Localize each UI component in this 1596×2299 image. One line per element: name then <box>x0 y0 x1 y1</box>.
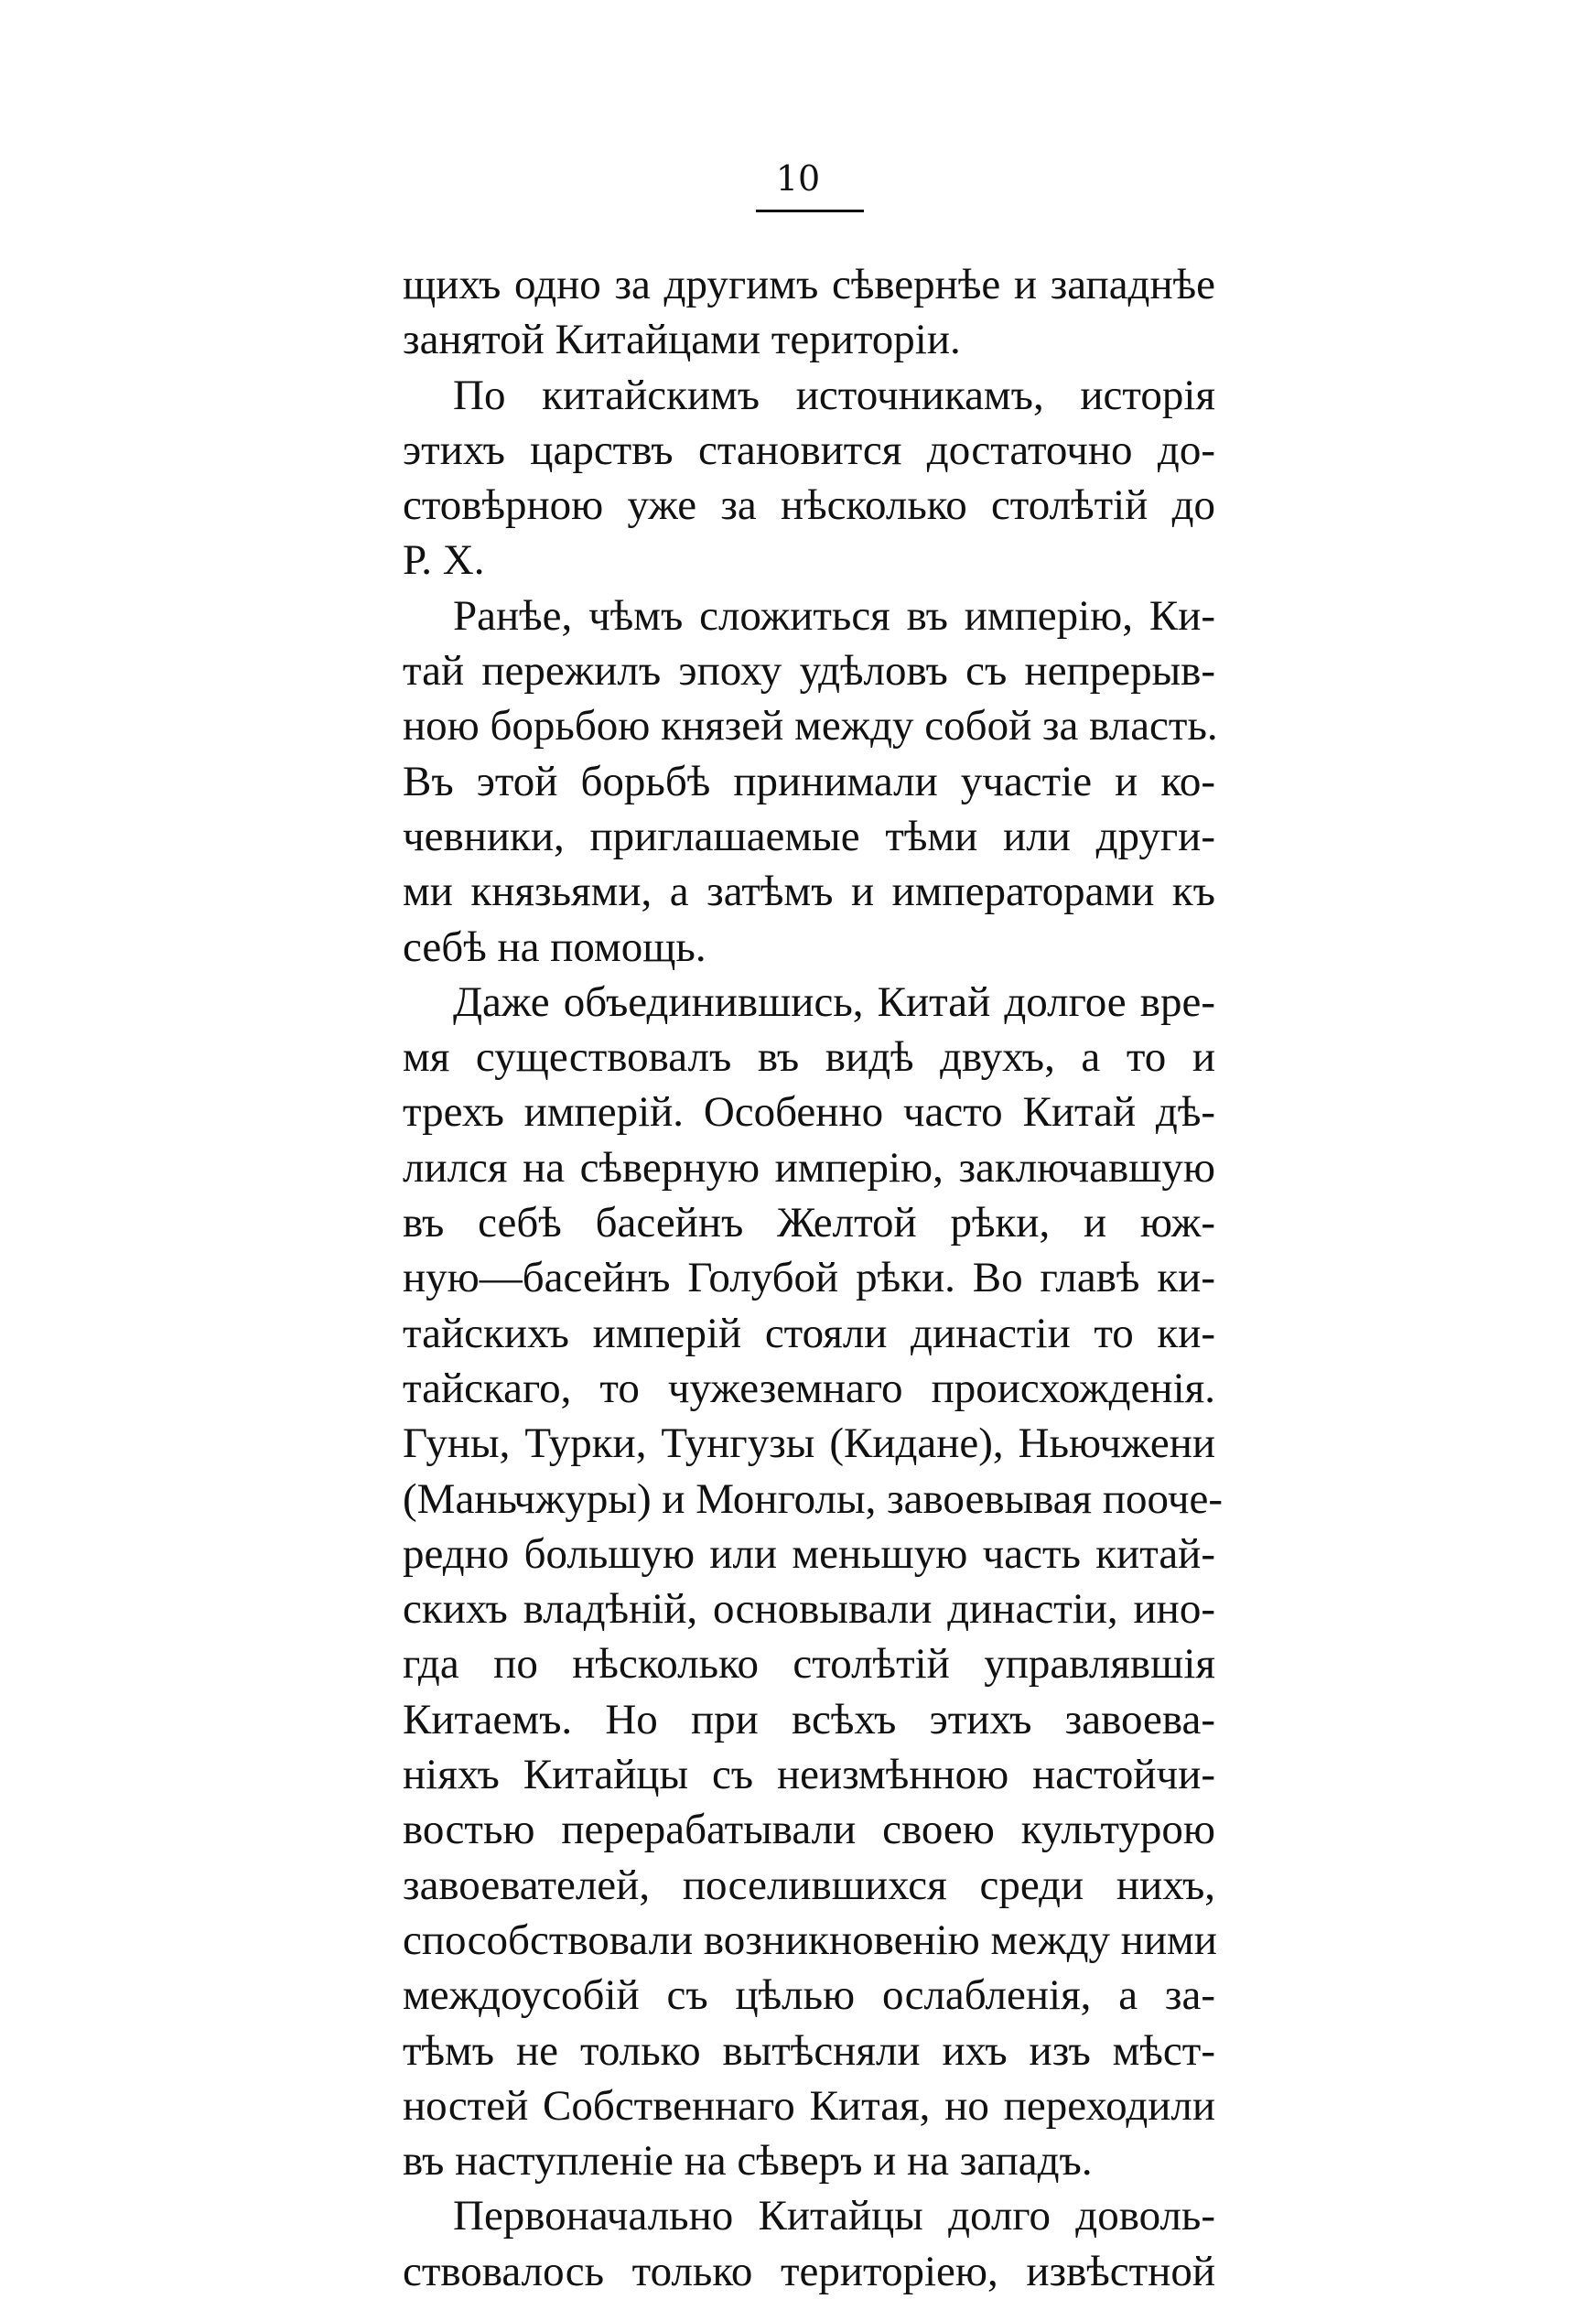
text-line: (Маньчжуры) и Монголы, завоевывая пооче- <box>403 1474 1223 1523</box>
text-line: скихъ владѣній, основывали династіи, ино- <box>403 1585 1215 1634</box>
body-text <box>403 257 1223 2299</box>
text-line: Р. Х. <box>403 536 485 585</box>
text-line: завоевателей, поселившихся среди нихъ, <box>403 1861 1215 1909</box>
text-line: занятой Китайцами територіи. <box>403 316 961 364</box>
text-line: Китаемъ. Но при всѣхъ этихъ завоева- <box>403 1695 1215 1743</box>
text-line: междоусобій съ цѣлью ослабленія, а за- <box>403 1971 1215 2020</box>
text-line: востью перерабатывали своею культурою <box>403 1806 1215 1854</box>
text-line: этихъ царствъ становится достаточно до- <box>403 426 1215 474</box>
text-line: чевники, приглашаемые тѣми или други- <box>403 812 1215 860</box>
text-line: тай пережилъ эпоху удѣловъ съ непрерыв- <box>403 647 1215 696</box>
text-line: стовѣрною уже за нѣсколько столѣтій до <box>403 481 1215 530</box>
text-line: лился на сѣверную имперію, заключавшую <box>403 1143 1215 1192</box>
text-line: редно большую или меньшую часть китай- <box>403 1529 1215 1578</box>
text-line: ствовалось только територіею, извѣстной <box>403 2247 1215 2295</box>
text-line: ною борьбою князей между собой за власть. <box>403 702 1218 750</box>
text-line: Даже объединившись, Китай долгое вре- <box>453 977 1215 1026</box>
page-number: 10 <box>775 158 821 199</box>
text-line: щихъ одно за другимъ сѣвернѣе и западнѣе <box>403 261 1215 308</box>
text-line: трехъ имперій. Особенно часто Китай дѣ- <box>403 1088 1215 1137</box>
text-line: тайскихъ имперій стояли династіи то ки- <box>403 1309 1215 1357</box>
text-line: въ себѣ басейнъ Желтой рѣки, и юж- <box>403 1199 1215 1247</box>
text-line: По китайскимъ источникамъ, исторія <box>453 371 1215 419</box>
text-line: Въ этой борьбѣ принимали участіе и ко- <box>403 757 1215 805</box>
page-number-rule <box>756 210 864 212</box>
text-line: способствовали возникновенію между ними <box>403 1916 1217 1964</box>
text-line: Гуны, Турки, Тунгузы (Кидане), Ньючжени <box>403 1419 1215 1468</box>
text-line: ми князьями, а затѣмъ и императорами къ <box>403 868 1215 916</box>
text-line: тайскаго, то чужеземнаго происхожденія. <box>403 1364 1215 1412</box>
text-line: себѣ на помощь. <box>403 923 706 971</box>
text-line: мя существовалъ въ видѣ двухъ, а то и <box>403 1033 1215 1082</box>
text-line: Первоначально Китайцы долго доволь- <box>453 2192 1215 2240</box>
text-line: ную—басейнъ Голубой рѣки. Во главѣ ки- <box>403 1254 1215 1302</box>
text-line: ніяхъ Китайцы съ неизмѣнною настойчи- <box>403 1751 1215 1799</box>
text-line: въ наступленіе на сѣверъ и на западъ. <box>403 2137 1093 2186</box>
text-line: ностей Собственнаго Китая, но переходили <box>403 2081 1215 2130</box>
text-line: гда по нѣсколько столѣтій управлявшія <box>403 1640 1215 1689</box>
text-line: тѣмъ не только вытѣсняли ихъ изъ мѣст- <box>403 2026 1215 2075</box>
text-line: Ранѣе, чѣмъ сложиться въ имперію, Ки- <box>453 591 1215 640</box>
